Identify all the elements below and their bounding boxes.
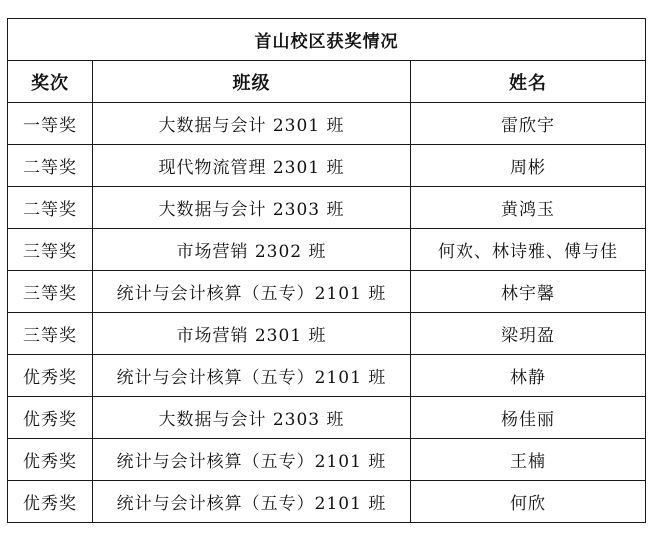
table-row bbox=[8, 145, 646, 187]
table-row bbox=[8, 271, 646, 313]
class-cell: 统计与会计核算（五专）2101 班 bbox=[93, 271, 411, 313]
award-cell: 优秀奖 bbox=[8, 439, 93, 481]
class-cell: 大数据与会计 2303 班 bbox=[93, 397, 411, 439]
award-cell: 优秀奖 bbox=[8, 397, 93, 439]
class-cell: 市场营销 2301 班 bbox=[93, 313, 411, 355]
header-name: 姓名 bbox=[411, 61, 646, 103]
table-row bbox=[8, 313, 646, 355]
name-cell: 何欣 bbox=[411, 481, 646, 523]
award-cell: 三等奖 bbox=[8, 313, 93, 355]
class-cell: 大数据与会计 2301 班 bbox=[93, 103, 411, 145]
title-row bbox=[8, 19, 646, 61]
header-row bbox=[8, 61, 646, 103]
name-cell: 王楠 bbox=[411, 439, 646, 481]
name-cell: 黄鸿玉 bbox=[411, 187, 646, 229]
award-cell: 二等奖 bbox=[8, 145, 93, 187]
class-cell: 统计与会计核算（五专）2101 班 bbox=[93, 355, 411, 397]
table-row bbox=[8, 103, 646, 145]
awards-table bbox=[7, 18, 646, 523]
table-row bbox=[8, 481, 646, 523]
table-row bbox=[8, 439, 646, 481]
name-cell: 何欢、林诗雅、傅与佳 bbox=[411, 229, 646, 271]
table-title: 首山校区获奖情况 bbox=[8, 19, 646, 61]
header-award: 奖次 bbox=[8, 61, 93, 103]
table-row bbox=[8, 229, 646, 271]
award-cell: 优秀奖 bbox=[8, 481, 93, 523]
name-cell: 雷欣宇 bbox=[411, 103, 646, 145]
award-cell: 三等奖 bbox=[8, 271, 93, 313]
name-cell: 周彬 bbox=[411, 145, 646, 187]
class-cell: 大数据与会计 2303 班 bbox=[93, 187, 411, 229]
name-cell: 杨佳丽 bbox=[411, 397, 646, 439]
class-cell: 现代物流管理 2301 班 bbox=[93, 145, 411, 187]
class-cell: 市场营销 2302 班 bbox=[93, 229, 411, 271]
name-cell: 林宇馨 bbox=[411, 271, 646, 313]
table-row bbox=[8, 187, 646, 229]
header-class: 班级 bbox=[93, 61, 411, 103]
name-cell: 梁玥盈 bbox=[411, 313, 646, 355]
name-cell: 林静 bbox=[411, 355, 646, 397]
award-cell: 二等奖 bbox=[8, 187, 93, 229]
class-cell: 统计与会计核算（五专）2101 班 bbox=[93, 439, 411, 481]
class-cell: 统计与会计核算（五专）2101 班 bbox=[93, 481, 411, 523]
award-cell: 三等奖 bbox=[8, 229, 93, 271]
award-cell: 一等奖 bbox=[8, 103, 93, 145]
table-row bbox=[8, 355, 646, 397]
award-cell: 优秀奖 bbox=[8, 355, 93, 397]
table-row bbox=[8, 397, 646, 439]
